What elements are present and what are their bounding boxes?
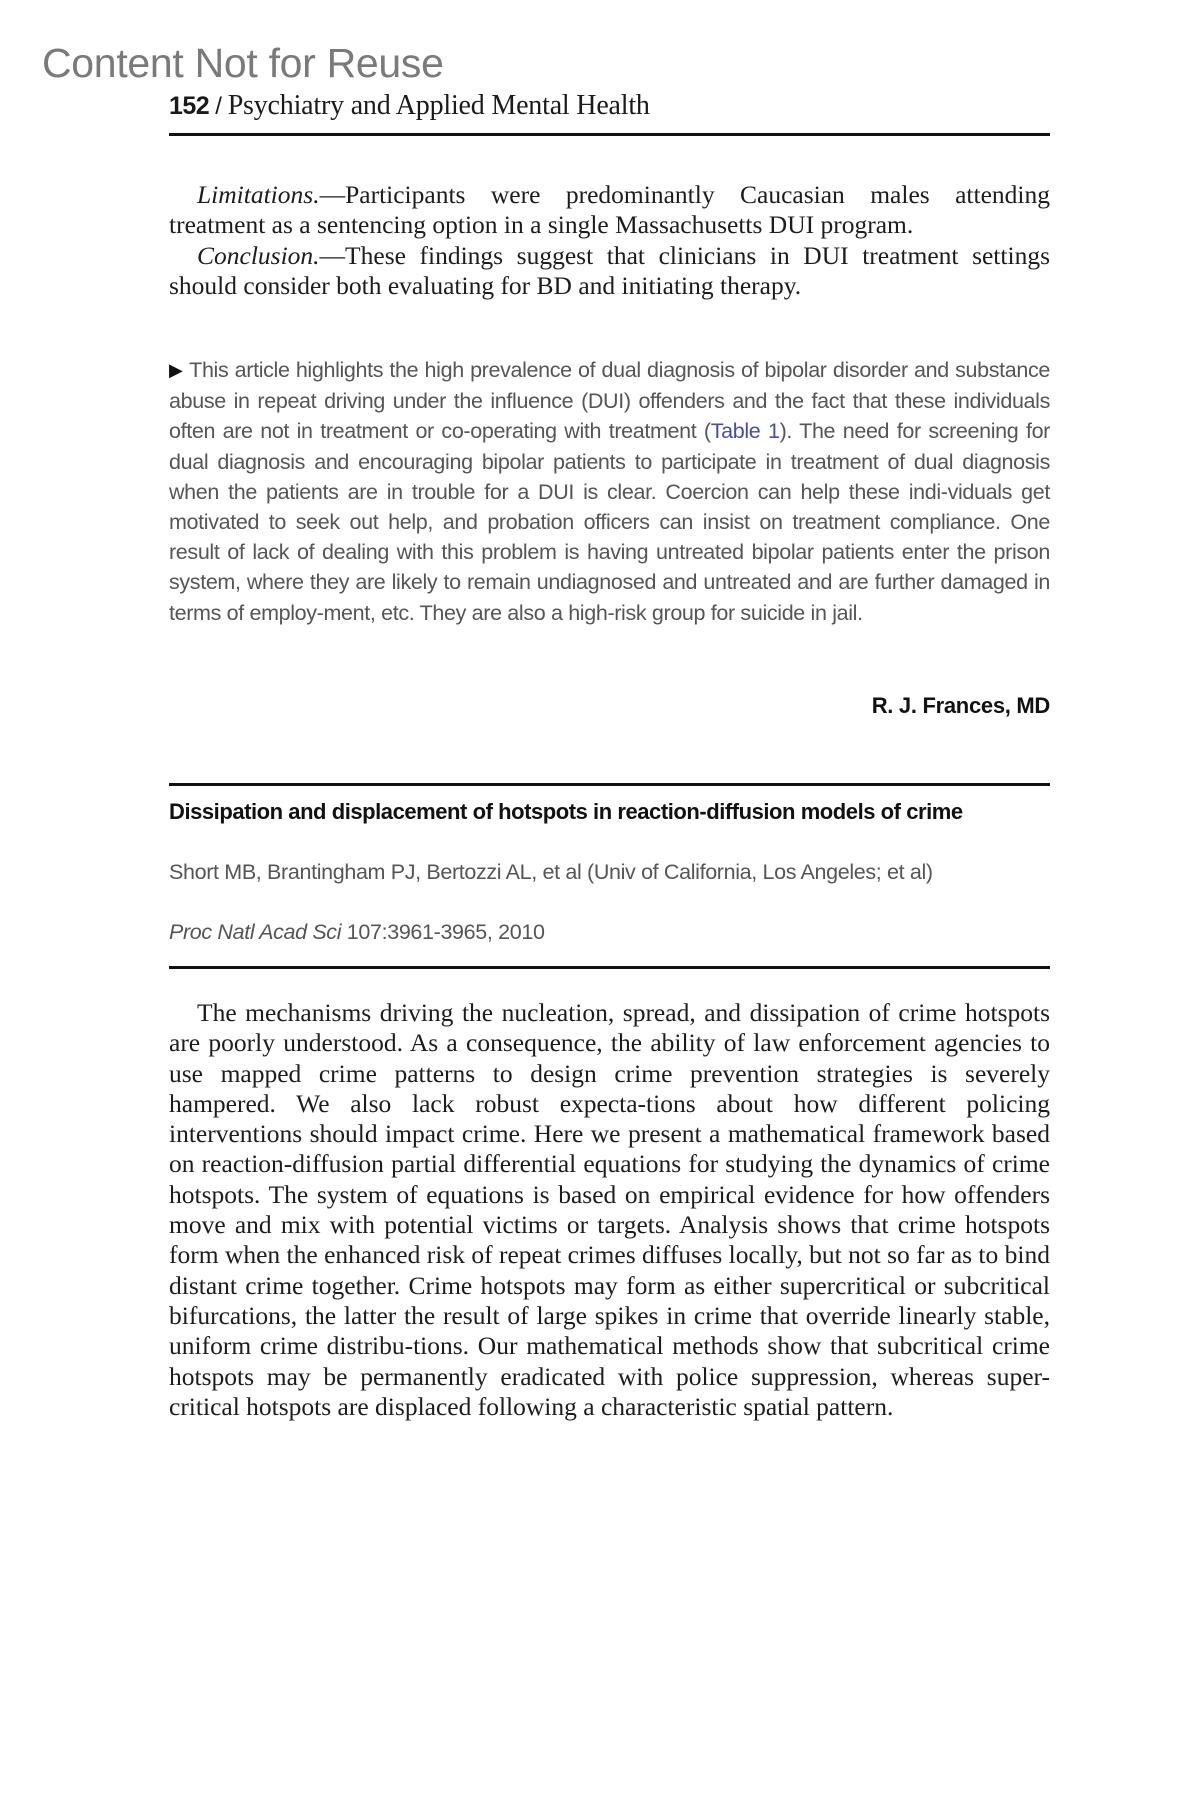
running-head <box>169 90 1050 122</box>
entry-top-rule <box>169 783 1050 786</box>
previous-abstract-end <box>169 180 1050 301</box>
header-rule <box>169 133 1050 136</box>
conclusion-text: —These findings suggest that clinicians in DUI treatment settings should consider both evaluating for BD and initiating therapy. <box>169 240 1050 300</box>
article-citation <box>169 917 1050 947</box>
limitations-paragraph <box>169 180 1050 241</box>
entry-bottom-rule <box>169 966 1050 969</box>
conclusion-label: Conclusion. <box>197 240 320 270</box>
abstract-paragraph: The mechanisms driving the nucleation, spread, and dissipation of crime hotspots are poorly understood. As a consequence, the ability of law enforcement agencies to use mapped crime patterns to design crime prevention strategies is severely hampered. We also lack robust expecta-tions about how different policing interventions should impact crime. Here we present a mathematical framework based on reaction-diffusion partial differential equations for studying the dynamics of crime hotspots. The system of equations is based on empirical evidence for how offenders move and mix with potential victims or targets. Analysis shows that crime hotspots form when the enhanced risk of repeat crimes diffuses locally, but not so far as to bind distant crime together. Crime hotspots may form as either supercritical or subcritical bifurcations, the latter the result of large spikes in crime that override linearly stable, uniform crime distribu-tions. Our mathematical methods show that subcritical crime hotspots may be permanently eradicated with police suppression, whereas super-critical hotspots are displaced following a characteristic spatial pattern. <box>169 998 1050 1421</box>
commentary-author: R. J. Frances, MD <box>871 693 1050 718</box>
editor-commentary <box>169 355 1050 628</box>
commentary-text-start: This article highlights the high prevalence of dual diagnosis of bipolar disorder and substance abuse in repeat driving under the influence (DUI) offenders and the fact that these individuals often are not in treatment or co-operating with treatment ( <box>169 358 1050 444</box>
watermark: Content Not for Reuse <box>42 40 444 86</box>
table-1-link[interactable]: Table 1 <box>710 419 780 444</box>
article-title: Dissipation and displacement of hotspots in reaction-diffusion models of crime <box>169 799 963 824</box>
commentary-text-end: ). The need for screening for dual diagnosis and encouraging bipolar patients to participate in treatment of dual diagnosis when the patients are in trouble for a DUI is clear. Coercion can help these indi-viduals get motivated to seek out help, and probation officers can insist on treatment compliance. One result of lack of dealing with this problem is having untreated bipolar patients enter the prison system, where they are likely to remain undiagnosed and untreated and are further damaged in terms of employ-ment, etc. They are also a high-risk group for suicide in jail. <box>169 419 1050 625</box>
conclusion-paragraph <box>169 241 1050 302</box>
limitations-label: Limitations. <box>197 180 320 209</box>
article-abstract <box>169 998 1050 1422</box>
article-authors: Short MB, Brantingham PJ, Bertozzi AL, et al (Univ of California, Los Angeles; et al) <box>169 860 933 884</box>
citation-journal: Proc Natl Acad Sci <box>169 920 342 944</box>
running-head-separator: / <box>215 93 222 120</box>
journal-name: Psychiatry and Applied Mental Health <box>227 90 650 121</box>
limitations-text: —Participants were predominantly Caucasian males attending treatment as a sentencing option in a single Massachusetts DUI program. <box>169 180 1050 240</box>
bullet-arrow-icon: ▶ <box>169 360 184 380</box>
page-number: 152 <box>169 92 210 120</box>
citation-details: 107:3961-3965, 2010 <box>341 920 545 944</box>
